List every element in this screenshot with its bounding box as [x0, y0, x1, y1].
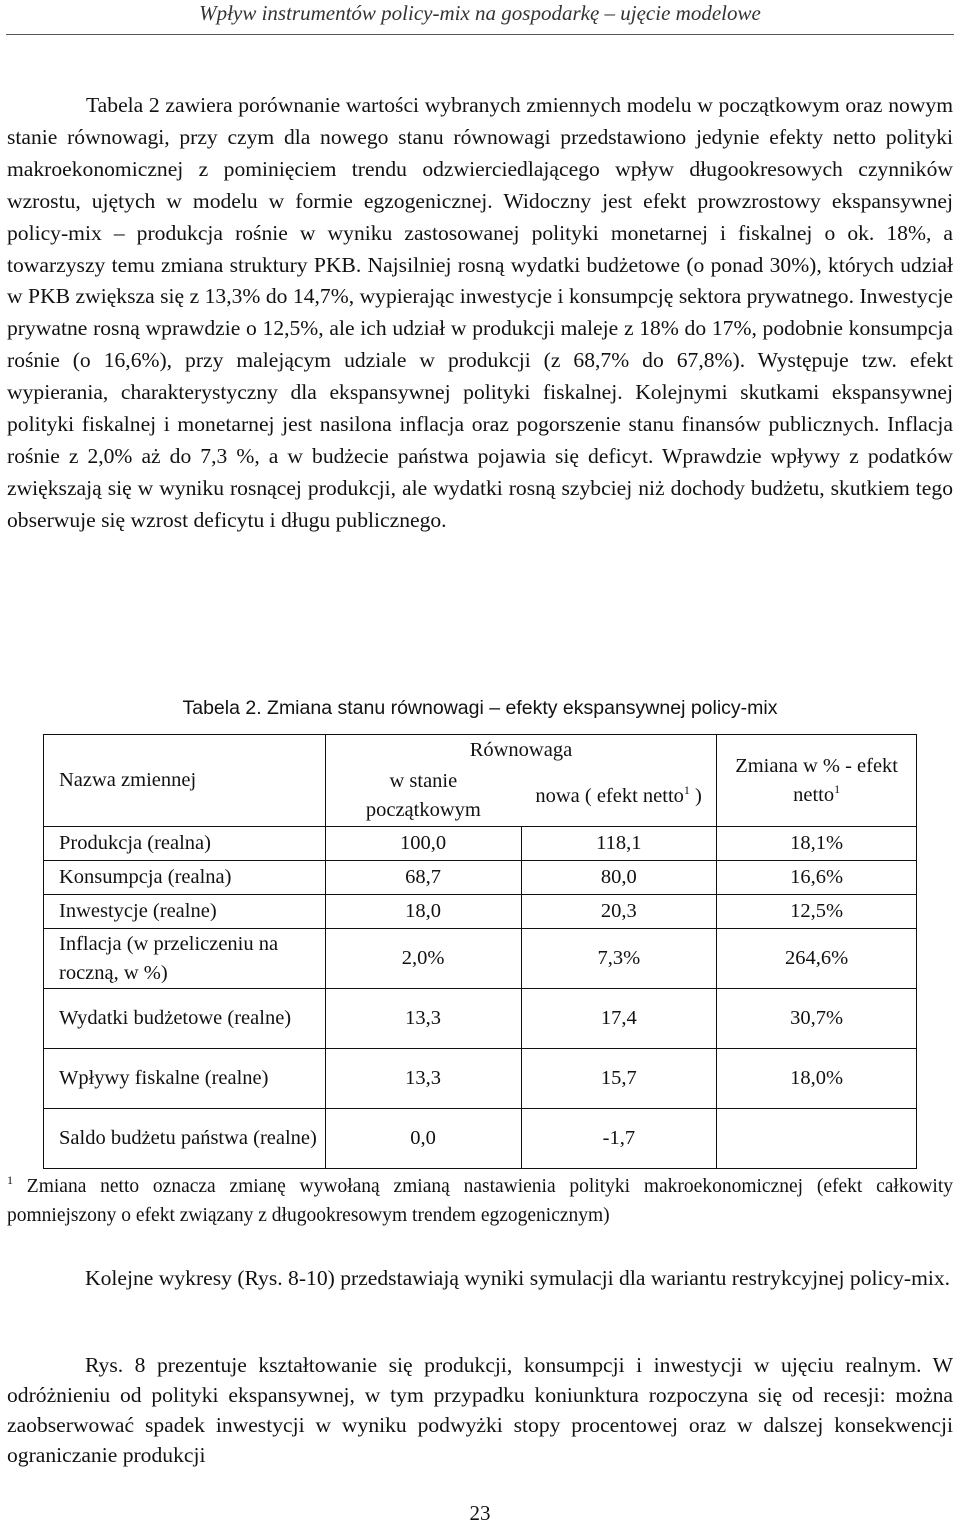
footnote-text: Zmiana netto oznacza zmianę wywołaną zmianą nastawienia polityki makroekonomicznej (efekt całkowity pomniejszony o efekt związany z długookresowym trendem egzogenicznym)	[7, 1176, 953, 1226]
table-header-row	[44, 735, 917, 767]
paragraph-1-text: Tabela 2 zawiera porównanie wartości wybranych zmiennych modelu w początkowym oraz nowym stanie równowagi, przy czym dla nowego stanu równowagi przedstawiono jedynie efekty netto polityki makroekonomicznej z pominięciem trendu odzwierciedlającego wpływ długookresowych czynników wzrostu, ujętych w modelu w formie egzogenicznej. Widoczny jest efekt prowzrostowy ekspansywnej policy-mix – produkcja rośnie w wyniku zastosowanej polityki monetarnej i fiskalnej o ok. 18%, a towarzyszy temu zmiana struktury PKB. Najsilniej rosną wydatki budżetowe (o ponad 30%), których udział w PKB zwiększa się z 13,3% do 14,7%, wypierając inwestycje i konsumpcję sektora prywatnego. Inwestycje prywatne rosną wprawdzie o 12,5%, ale ich udział w produkcji maleje z 18% do 17%, podobnie konsumpcja rośnie (o 16,6%), przy malejącym udziale w produkcji (z 68,7% do 67,8%). Występuje tzw. efekt wypierania, charakterystyczny dla ekspansywnej polityki fiskalnej. Kolejnymi skutkami ekspansywnej polityki fiskalnej i monetarnej jest nasilona inflacja oraz pogorszenie stanu finansów publicznych. Inflacja rośnie z 2,0% aż do 7,3 %, a w budżecie państwa pojawia się deficyt. Wprawdzie wpływy z podatków zwiększają się w wyniku rosnącej produkcji, ale wydatki rosną szybciej niż dochody budżetu, skutkiem tego obserwuje się wzrost deficytu i długu publicznego.	[7, 93, 953, 532]
row-name: Wydatki budżetowe (realne)	[44, 989, 326, 1049]
header-new-text: nowa ( efekt netto	[535, 784, 684, 807]
row-change: 18,0%	[717, 1049, 917, 1109]
row-name: Konsumpcja (realna)	[44, 861, 326, 895]
paragraph-3-text: Rys. 8 prezentuje kształtowanie się produkcji, konsumpcji i inwestycji w ujęciu realnym. W odróżnieniu od polityki ekspansywnej, w tym przypadku koniunktura rozpoczyna się od recesji: można zaobserwować spadek inwestycji w wyniku podwyżki stopy procentowej oraz w dalszej konsekwencji ograniczanie produkcji	[7, 1353, 953, 1467]
row-new: 7,3%	[521, 929, 717, 989]
footnote-ref: 1	[834, 781, 841, 796]
body-paragraph-3	[7, 1350, 953, 1470]
row-name: Produkcja (realna)	[44, 827, 326, 861]
row-change: 30,7%	[717, 989, 917, 1049]
header-rule	[6, 34, 954, 35]
footnote-ref: 1	[683, 782, 690, 797]
row-initial: 0,0	[325, 1109, 521, 1169]
row-new: 80,0	[521, 861, 717, 895]
row-name: Inwestycje (realne)	[44, 895, 326, 929]
row-change: 16,6%	[717, 861, 917, 895]
table-row	[44, 989, 917, 1049]
table-row	[44, 1049, 917, 1109]
table-caption: Tabela 2. Zmiana stanu równowagi – efekty ekspansywnej policy-mix	[182, 697, 778, 719]
row-new: -1,7	[521, 1109, 717, 1169]
row-initial: 13,3	[325, 989, 521, 1049]
header-new-close: )	[689, 784, 702, 807]
header-equilibrium: Równowaga	[325, 735, 717, 767]
row-initial: 100,0	[325, 827, 521, 861]
row-new: 118,1	[521, 827, 717, 861]
table-row	[44, 895, 917, 929]
row-name: Saldo budżetu państwa (realne)	[44, 1109, 326, 1169]
row-change: 18,1%	[717, 827, 917, 861]
results-table	[43, 734, 917, 1169]
row-change	[717, 1109, 917, 1169]
row-change: 12,5%	[717, 895, 917, 929]
table-row	[44, 827, 917, 861]
header-variable: Nazwa zmiennej	[44, 735, 326, 827]
header-initial: w stanie początkowym	[325, 767, 521, 827]
table-footnote	[7, 1172, 953, 1230]
row-new: 15,7	[521, 1049, 717, 1109]
row-initial: 2,0%	[325, 929, 521, 989]
header-change-text: Zmiana w % - efekt netto	[735, 754, 898, 806]
row-new: 20,3	[521, 895, 717, 929]
table-row	[44, 1109, 917, 1169]
paragraph-2-text: Kolejne wykresy (Rys. 8-10) przedstawiają wyniki symulacji dla wariantu restrykcyjnej policy-mix.	[85, 1266, 951, 1290]
running-header: Wpływ instrumentów policy-mix na gospodarkę – ujęcie modelowe	[199, 1, 761, 25]
body-paragraph-2	[7, 1263, 953, 1293]
row-initial: 13,3	[325, 1049, 521, 1109]
body-paragraph-1	[7, 90, 953, 537]
row-change: 264,6%	[717, 929, 917, 989]
footnote-marker: 1	[7, 1173, 13, 1187]
header-new	[521, 767, 717, 827]
table-row	[44, 861, 917, 895]
row-initial: 18,0	[325, 895, 521, 929]
row-name: Wpływy fiskalne (realne)	[44, 1049, 326, 1109]
row-name: Inflacja (w przeliczeniu na roczną, w %)	[44, 929, 326, 989]
row-initial: 68,7	[325, 861, 521, 895]
header-change	[717, 735, 917, 827]
row-new: 17,4	[521, 989, 717, 1049]
page-number: 23	[469, 1501, 491, 1525]
table-row	[44, 929, 917, 989]
